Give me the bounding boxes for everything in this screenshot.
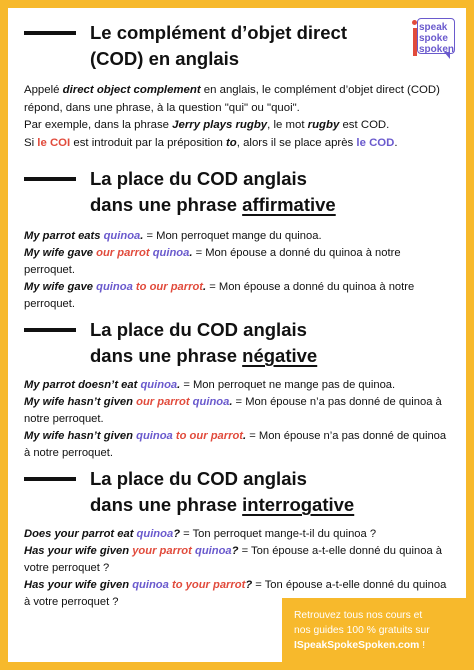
example-affirmative-3: My wife gave quinoa to our parrot. = Mon épouse a donné du quinoa à notre perroquet. bbox=[24, 281, 415, 310]
promo-box: Retrouvez tous nos cours et nos guides 100 % gratuits sur ISpeakSpokeSpoken.com ! bbox=[282, 598, 466, 662]
example-interrogative-2: Has your wife given your parrot quinoa? = Ton épouse a-t-elle donné du quinoa à votre perroquet ? bbox=[24, 545, 443, 574]
section-title-interrogative: La place du COD anglais dans une phrase interrogative bbox=[24, 466, 354, 518]
logo-word-spoke: spoke bbox=[419, 33, 448, 44]
example-negative-1: My parrot doesn’t eat quinoa. = Mon perroquet ne mange pas de quinoa. bbox=[24, 379, 396, 391]
example-negative-2: My wife hasn’t given our parrot quinoa. = Mon épouse n’a pas donné de quinoa à notre perroquet. bbox=[24, 396, 442, 425]
example-affirmative-1: My parrot eats quinoa. = Mon perroquet mange du quinoa. bbox=[24, 230, 322, 242]
site-link[interactable]: ISpeakSpokeSpoken.com bbox=[294, 640, 420, 651]
intro-paragraph: Appelé direct object complement en anglais, le complément d’objet direct (COD) répond, dans une phrase, à la question "qui" ou "quoi". Par exemple, dans la phrase Jerry plays rugby, le mot rugby est COD. Si le COI est introduit par la préposition to, alors il se place après le COD. bbox=[24, 84, 440, 149]
document-page bbox=[8, 8, 466, 662]
logo-i-stem bbox=[413, 28, 417, 56]
example-interrogative-1: Does your parrot eat quinoa? = Ton perroquet mange-t-il du quinoa ? bbox=[24, 528, 377, 540]
section-title-negative: La place du COD anglais dans une phrase négative bbox=[24, 317, 317, 369]
logo-word-spoken: spoken bbox=[419, 44, 455, 55]
example-negative-3: My wife hasn’t given quinoa to our parrot. = Mon épouse n’a pas donné de quinoa à notre perroquet. bbox=[24, 430, 447, 459]
page-title: Le complément d’objet direct (COD) en anglais bbox=[24, 20, 347, 72]
logo-i-dot bbox=[412, 20, 417, 25]
example-affirmative-2: My wife gave our parrot quinoa. = Mon épouse a donné du quinoa à notre perroquet. bbox=[24, 247, 401, 276]
title-bar bbox=[24, 31, 76, 35]
logo-word-speak: speak bbox=[419, 22, 448, 33]
brand-logo[interactable] bbox=[408, 15, 458, 63]
example-interrogative-3: Has your wife given quinoa to your parrot? = Ton épouse a-t-elle donné du quinoa à votre perroquet ? bbox=[24, 579, 447, 608]
section-title-affirmative: La place du COD anglais dans une phrase affirmative bbox=[24, 166, 336, 218]
